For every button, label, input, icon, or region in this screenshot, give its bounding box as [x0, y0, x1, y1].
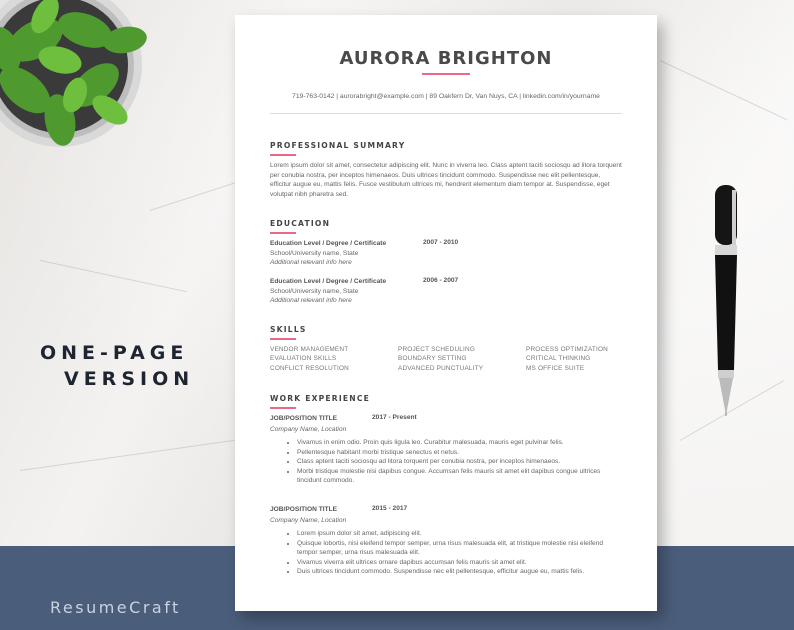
version-line-1: ONE-PAGE	[40, 342, 189, 364]
list-item: • Quisque lobortis, nisi eleifend tempor semper, urna risus malesuada elit, at tristique molestie nisi eleifend tempor semper, urna risus malesuada elit.	[297, 539, 612, 558]
one-page-version-label	[40, 340, 200, 392]
edu-school-2: School/University name, State	[270, 288, 359, 295]
list-item: • Lorem ipsum dolor sit amet, adipiscing elit.	[297, 529, 612, 539]
skill-item: CRITICAL THINKING	[526, 355, 591, 362]
skill-item: ADVANCED PUNCTUALITY	[398, 365, 484, 372]
edu-note-1: Additional relevant info here	[270, 259, 352, 266]
experience-title: WORK EXPERIENCE	[270, 394, 370, 403]
job-company-1: Company Name, Location	[270, 426, 347, 433]
education-title: EDUCATION	[270, 219, 331, 228]
skills-title: SKILLS	[270, 325, 307, 334]
summary-title: PROFESSIONAL SUMMARY	[270, 141, 406, 150]
edu-school-1: School/University name, State	[270, 250, 359, 257]
job-company-2: Company Name, Location	[270, 517, 347, 524]
education-accent-bar	[270, 232, 296, 234]
skill-item: VENDOR MANAGEMENT	[270, 346, 349, 353]
edu-degree-1: Education Level / Degree / Certificate	[270, 240, 387, 247]
list-item: • Class aptent taciti sociosqu ad litora torquent per conubia nostra, per inceptos himenaeos.	[297, 457, 612, 467]
header-divider	[270, 113, 622, 114]
skill-item: EVALUATION SKILLS	[270, 355, 337, 362]
job-title-1: JOB/POSITION TITLE	[270, 415, 338, 422]
version-line-2: VERSION	[64, 368, 195, 390]
job-title-2: JOB/POSITION TITLE	[270, 506, 338, 513]
skill-item: MS OFFICE SUITE	[526, 365, 585, 372]
job-dates-2: 2015 - 2017	[372, 505, 408, 512]
list-item: • Morbi tristique molestie nisi dapibus congue. Accumsan felis mauris sit amet elit dapibus congue ultrices tincidunt commodo.	[297, 467, 612, 486]
skill-item: BOUNDARY SETTING	[398, 355, 467, 362]
potted-plant-image	[0, 0, 175, 180]
job-bullets-1	[287, 438, 612, 486]
experience-accent-bar	[270, 407, 296, 409]
skill-item: PROCESS OPTIMIZATION	[526, 346, 608, 353]
list-item: • Vivamus in enim odio. Proin quis ligula leo. Curabitur malesuada, mauris eget pulvinar felis.	[297, 438, 612, 448]
list-item: • Duis ultrices tincidunt commodo. Suspendisse nec elit pellentesque, efficitur augue eu, mattis felis.	[297, 567, 612, 577]
list-item: • Pellentesque habitant morbi tristique senectus et netus.	[297, 448, 612, 458]
summary-text: Lorem ipsum dolor sit amet, consectetur adipiscing elit. Nunc in viverra leo. Class aptent taciti sociosqu ad litora torquent per conubia nostra, per inceptos himenaeos. Duis ultrices tincidunt commodo. Suspendisse nec elit pellentesque, efficitur augue eu, mattis felis. Fusce vestibulum ultrices mi, hendrerit elementum diam tempor at. Suspendisse, eget volutpat nibh pharetra sed.	[270, 162, 622, 198]
job-bullets-2	[287, 529, 612, 577]
pen-image	[706, 180, 746, 420]
edu-dates-1: 2007 - 2010	[423, 239, 459, 246]
edu-note-2: Additional relevant info here	[270, 297, 352, 304]
job-dates-1: 2017 - Present	[372, 414, 417, 421]
contact-line: 719-763-0142 | aurorabright@example.com | 89 Oakfern Dr, Van Nuys, CA | linkedin.com/in/yourname	[292, 93, 600, 100]
skills-accent-bar	[270, 338, 296, 340]
list-item: • Vivamus viverra elit ultrices ornare dapibus accumsan felis mauris sit amet elit.	[297, 558, 612, 568]
summary-accent-bar	[270, 154, 296, 156]
brand-name: ResumeCraft	[50, 598, 181, 617]
skill-item: PROJECT SCHEDULING	[398, 346, 475, 353]
resume-name: AURORA BRIGHTON	[339, 48, 553, 69]
resume-page	[235, 15, 657, 611]
name-accent-bar	[422, 73, 470, 75]
edu-dates-2: 2006 - 2007	[423, 277, 459, 284]
skill-item: CONFLICT RESOLUTION	[270, 365, 349, 372]
edu-degree-2: Education Level / Degree / Certificate	[270, 278, 387, 285]
